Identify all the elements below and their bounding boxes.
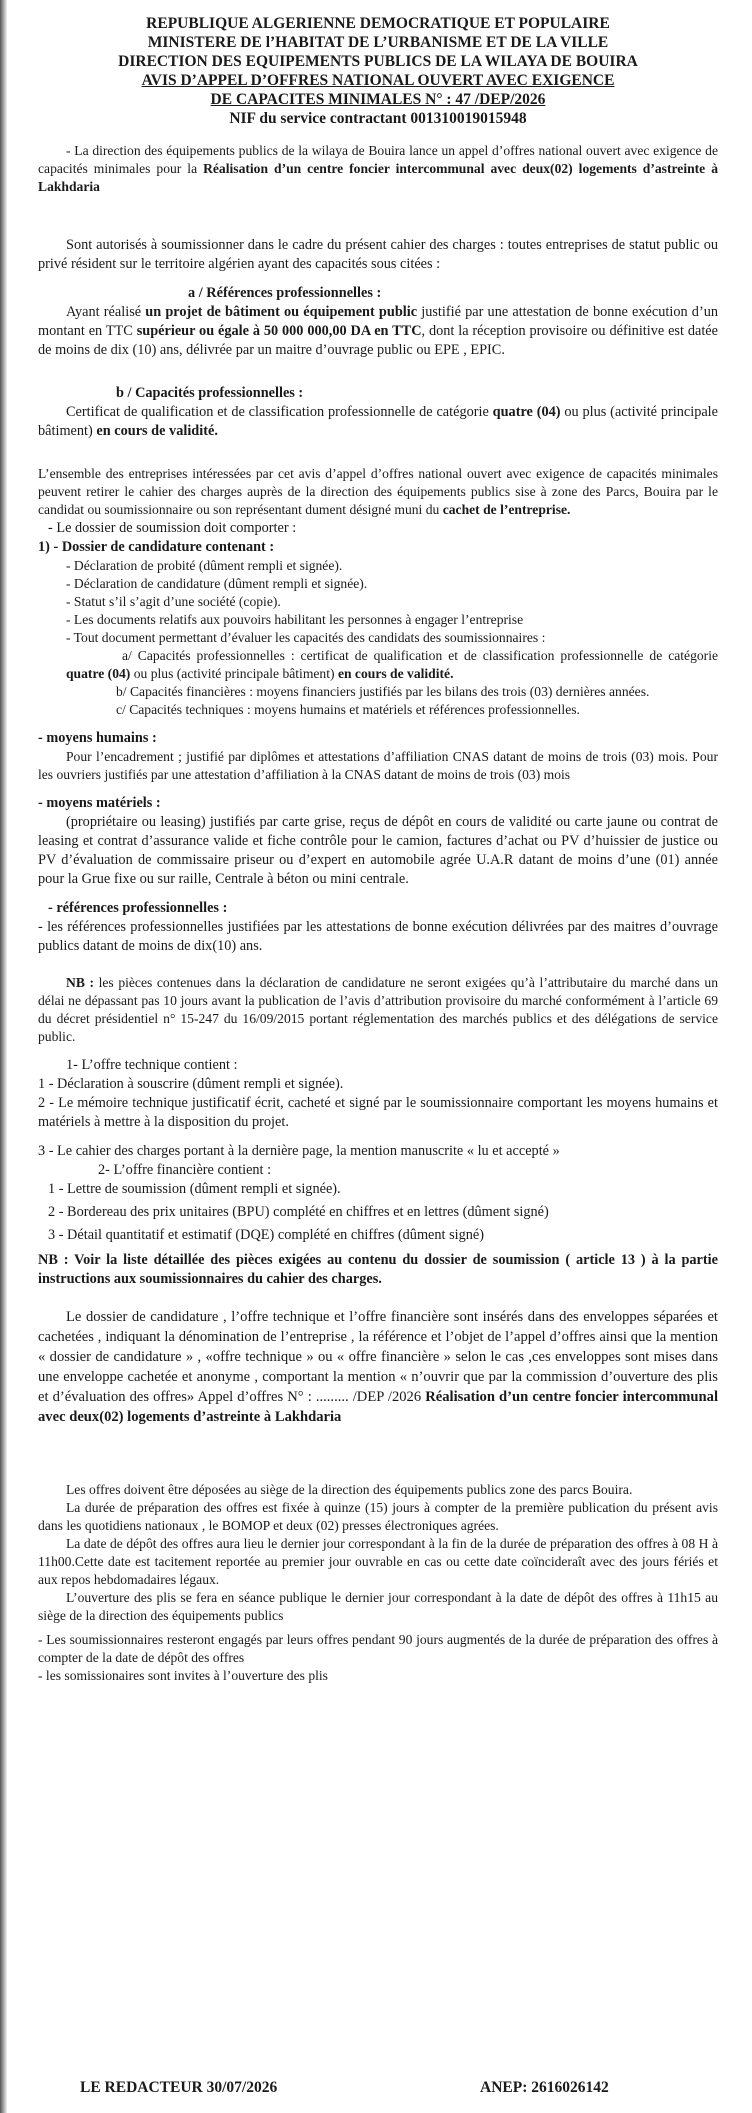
- nif-line: NIF du service contractant 001310019015948: [229, 110, 527, 127]
- cap-a: a/ Capacités professionnelles : certificat de qualification et de classification professionnelle de catégorie quatre (04) ou plus (activité principale bâtiment) en cours de validité.: [66, 648, 718, 681]
- anep-reference: ANEP: 2616026142: [480, 2079, 609, 2096]
- final-line: La durée de préparation des offres est fixée à quinze (15) jours à compter de la première publication du présent avis dans les quotidiens nationaux , le BOMOP et deux (02) presses électroniques agrées.: [38, 1500, 718, 1533]
- refpro-paragraph: Ayant réalisé un projet de bâtiment ou équipement public justifié par une attestation de bonne exécution d’un montant en TTC supérieur ou égale à 50 000 000,00 DA en TTC, dont la réception provisoire ou définitive est datée de moins de dix (10) ans, délivrée par un maitre d’ouvrage public ou EPE , EPIC.: [38, 304, 718, 358]
- redacteur-label: LE REDACTEUR 30/07/2026: [80, 2079, 278, 2096]
- candidature-title: 1) - Dossier de candidature contenant :: [38, 539, 275, 555]
- list-item: - Tout document permettant d’évaluer les capacités des candidats des soumissionnaires :: [66, 630, 546, 645]
- notice-title-2: DE CAPACITES MINIMALES N° : 47 /DEP/2026: [210, 91, 546, 108]
- financiere-list: [38, 1180, 718, 1245]
- references-paragraph: - les références professionnelles justifiées par les attestations de bonne exécution délivrées par des maitres d’ouvrage publics datant de moins de dix(10) ans.: [38, 919, 718, 954]
- list-item: 3 - Détail quantitatif et estimatif (DQE) complété en chiffres (dûment signé): [48, 1227, 485, 1243]
- list-item: - Statut s’il s’agit d’une société (copie).: [66, 594, 281, 609]
- header-ministry: MINISTERE DE l’HABITAT DE L’URBANISME ET DE LA VILLE: [147, 34, 609, 51]
- cap-c: c/ Capacités techniques : moyens humains et matériels et références professionnelles.: [116, 702, 580, 717]
- nb-paragraph: NB : les pièces contenues dans la déclaration de candidature ne seront exigées qu’à l’attributaire du marché dans un délai ne dépassant pas 10 jours avant la publication de l’avis d’attribution provisoire du marché conformément à l’article 69 du décret présidentiel n° 15-247 du 16/09/2015 portant réglementation des marchés publics et des délégations de service public.: [38, 975, 718, 1044]
- cap-b: b/ Capacités financières : moyens financiers justifiés par les bilans des trois (03) dernières années.: [116, 684, 650, 699]
- list-item: 1 - Déclaration à souscrire (dûment rempli et signée).: [38, 1076, 344, 1092]
- references-title: - références professionnelles :: [48, 900, 228, 916]
- refpro-title: a / Références professionnelles :: [188, 285, 382, 301]
- candidature-list: [38, 557, 718, 647]
- humains-paragraph: Pour l’encadrement ; justifié par diplômes et attestations d’affiliation CNAS datant de moins de trois (03) mois. Pour les ouvriers justifiés par une attestation d’affiliation à la CNAS datant de moins de trois (03) mois: [38, 749, 718, 782]
- final-line: Les offres doivent être déposées au siège de la direction des équipements publics zone des parcs Bouira.: [66, 1482, 633, 1497]
- eligibility-paragraph: Sont autorisés à soumissionner dans le cadre du présent cahier des charges : toutes entreprises de statut public ou privé résident sur le territoire algérien ayant des capacités sous citées :: [38, 237, 718, 272]
- final-line: L’ouverture des plis se fera en séance publique le dernier jour correspondant à la date de dépôt des offres à 11h15 au siège de la direction des équipements publics: [38, 1590, 718, 1623]
- retrait-paragraph: L’ensemble des entreprises intéressées par cet avis d’appel d’offres national ouvert avec exigence de capacités minimales peuvent retirer le cahier des charges auprès de la direction des équipements publics sise à zone des Parcs, Bouira par le candidat ou soumissionnaire ou son représentant dument désigné muni du cachet de l’entreprise.: [38, 466, 718, 517]
- project-title: Réalisation d’un centre foncier intercommunal avec deux(02) logements d’astreinte à Lakhdaria: [38, 161, 718, 194]
- final-line: La date de dépôt des offres aura lieu le dernier jour correspondant à la fin de la durée de préparation des offres à 08 H à 11h00.Cette date est tacitement reportée au premier jour ouvrable en cas ou cette date coïncideraît avec des jours fériés et aux repos hebdomadaires légaux.: [38, 1536, 718, 1587]
- notice-title-1: AVIS D’APPEL D’OFFRES NATIONAL OUVERT AVEC EXIGENCE: [141, 72, 615, 89]
- list-item: - Déclaration de candidature (dûment rempli et signée).: [66, 576, 368, 591]
- technique-title: 1- L’offre technique contient :: [66, 1057, 238, 1073]
- list-item: 2 - Le mémoire technique justificatif écrit, cacheté et signé par le soumissionnaire comportant les moyens humains et matériels à mettre à la disposition du projet.: [38, 1095, 718, 1130]
- nb2-paragraph: NB : Voir la liste détaillée des pièces exigées au contenu du dossier de soumission ( article 13 ) à la partie instructions aux soumissionnaires du cahier des charges.: [38, 1252, 718, 1287]
- cappro-title: b / Capacités professionnelles :: [116, 385, 304, 401]
- tender-notice: [38, 14, 718, 1685]
- dossier-intro: - Le dossier de soumission doit comporter :: [48, 520, 297, 536]
- final-line: - Les soumissionnaires resteront engagés par leurs offres pendant 90 jours augmentés de la durée de préparation des offres à compter de la date de dépôt des offres: [38, 1632, 718, 1665]
- final-section: [38, 1481, 718, 1685]
- list-item: 1 - Lettre de soumission (dûment rempli et signée).: [48, 1181, 341, 1197]
- header-republic: REPUBLIQUE ALGERIENNE DEMOCRATIQUE ET POPULAIRE: [146, 15, 610, 32]
- header-direction: DIRECTION DES EQUIPEMENTS PUBLICS DE LA WILAYA DE BOUIRA: [118, 53, 638, 70]
- intro-paragraph: - La direction des équipements publics de la wilaya de Bouira lance un appel d’offres national ouvert avec exigence de capacités minimales pour la Réalisation d’un centre foncier intercommunal avec deux(02) logements d’astreinte à Lakhdaria: [38, 143, 718, 194]
- list-item: 2 - Bordereau des prix unitaires (BPU) complété en chiffres et en lettres (dûment signé): [48, 1204, 549, 1220]
- cappro-paragraph: Certificat de qualification et de classification professionnelle de catégorie quatre (04) ou plus (activité principale bâtiment) en cours de validité.: [38, 404, 719, 439]
- financiere-title: 2- L’offre financière contient :: [98, 1162, 272, 1178]
- list-item: - Déclaration de probité (dûment rempli et signée).: [66, 558, 343, 573]
- humains-title: - moyens humains :: [38, 730, 157, 746]
- list-item: 3 - Le cahier des charges portant à la dernière page, la mention manuscrite « lu et accepté »: [38, 1143, 560, 1159]
- final-line: - les somissionaires sont invites à l’ouverture des plis: [38, 1668, 328, 1683]
- list-item: - Les documents relatifs aux pouvoirs habilitant les personnes à engager l’entreprise: [66, 612, 524, 627]
- enveloppes-paragraph: Le dossier de candidature , l’offre technique et l’offre financière sont insérés dans des enveloppes séparées et cachetées , indiquant la dénomination de l’entreprise , la référence et l’objet de l’appel d’offres ainsi que la mention « dossier de candidature » , «offre technique » ou « offre financière » selon le cas ,ces enveloppes sont mises dans une enveloppe cachetée et anonyme , comportant la mention « n’ouvrir que par la commission d’ouverture des plis et d’évaluation des offres» Appel d’offres N° : ......... /DEP /2026 Réalisation d’un centre foncier intercommunal avec deux(02) logements d’astreinte à Lakhdaria: [38, 1309, 718, 1425]
- materiels-title: - moyens matériels :: [38, 795, 161, 811]
- scan-edge: [0, 0, 7, 2113]
- materiels-paragraph: (propriétaire ou leasing) justifiés par carte grise, reçus de dépôt en cours de validité ou carte jaune ou contrat de leasing et contrat d’assurance valide et fiche contrôle pour le camion, factures d’achat ou PV d’huissier de justice ou PV d’évaluation de commissaire priseur ou d’expert en automobile agrée U.A.R datant de moins d’une (01) année pour la Grue fixe ou sur raille, Centrale à béton ou mini centrale.: [38, 814, 718, 887]
